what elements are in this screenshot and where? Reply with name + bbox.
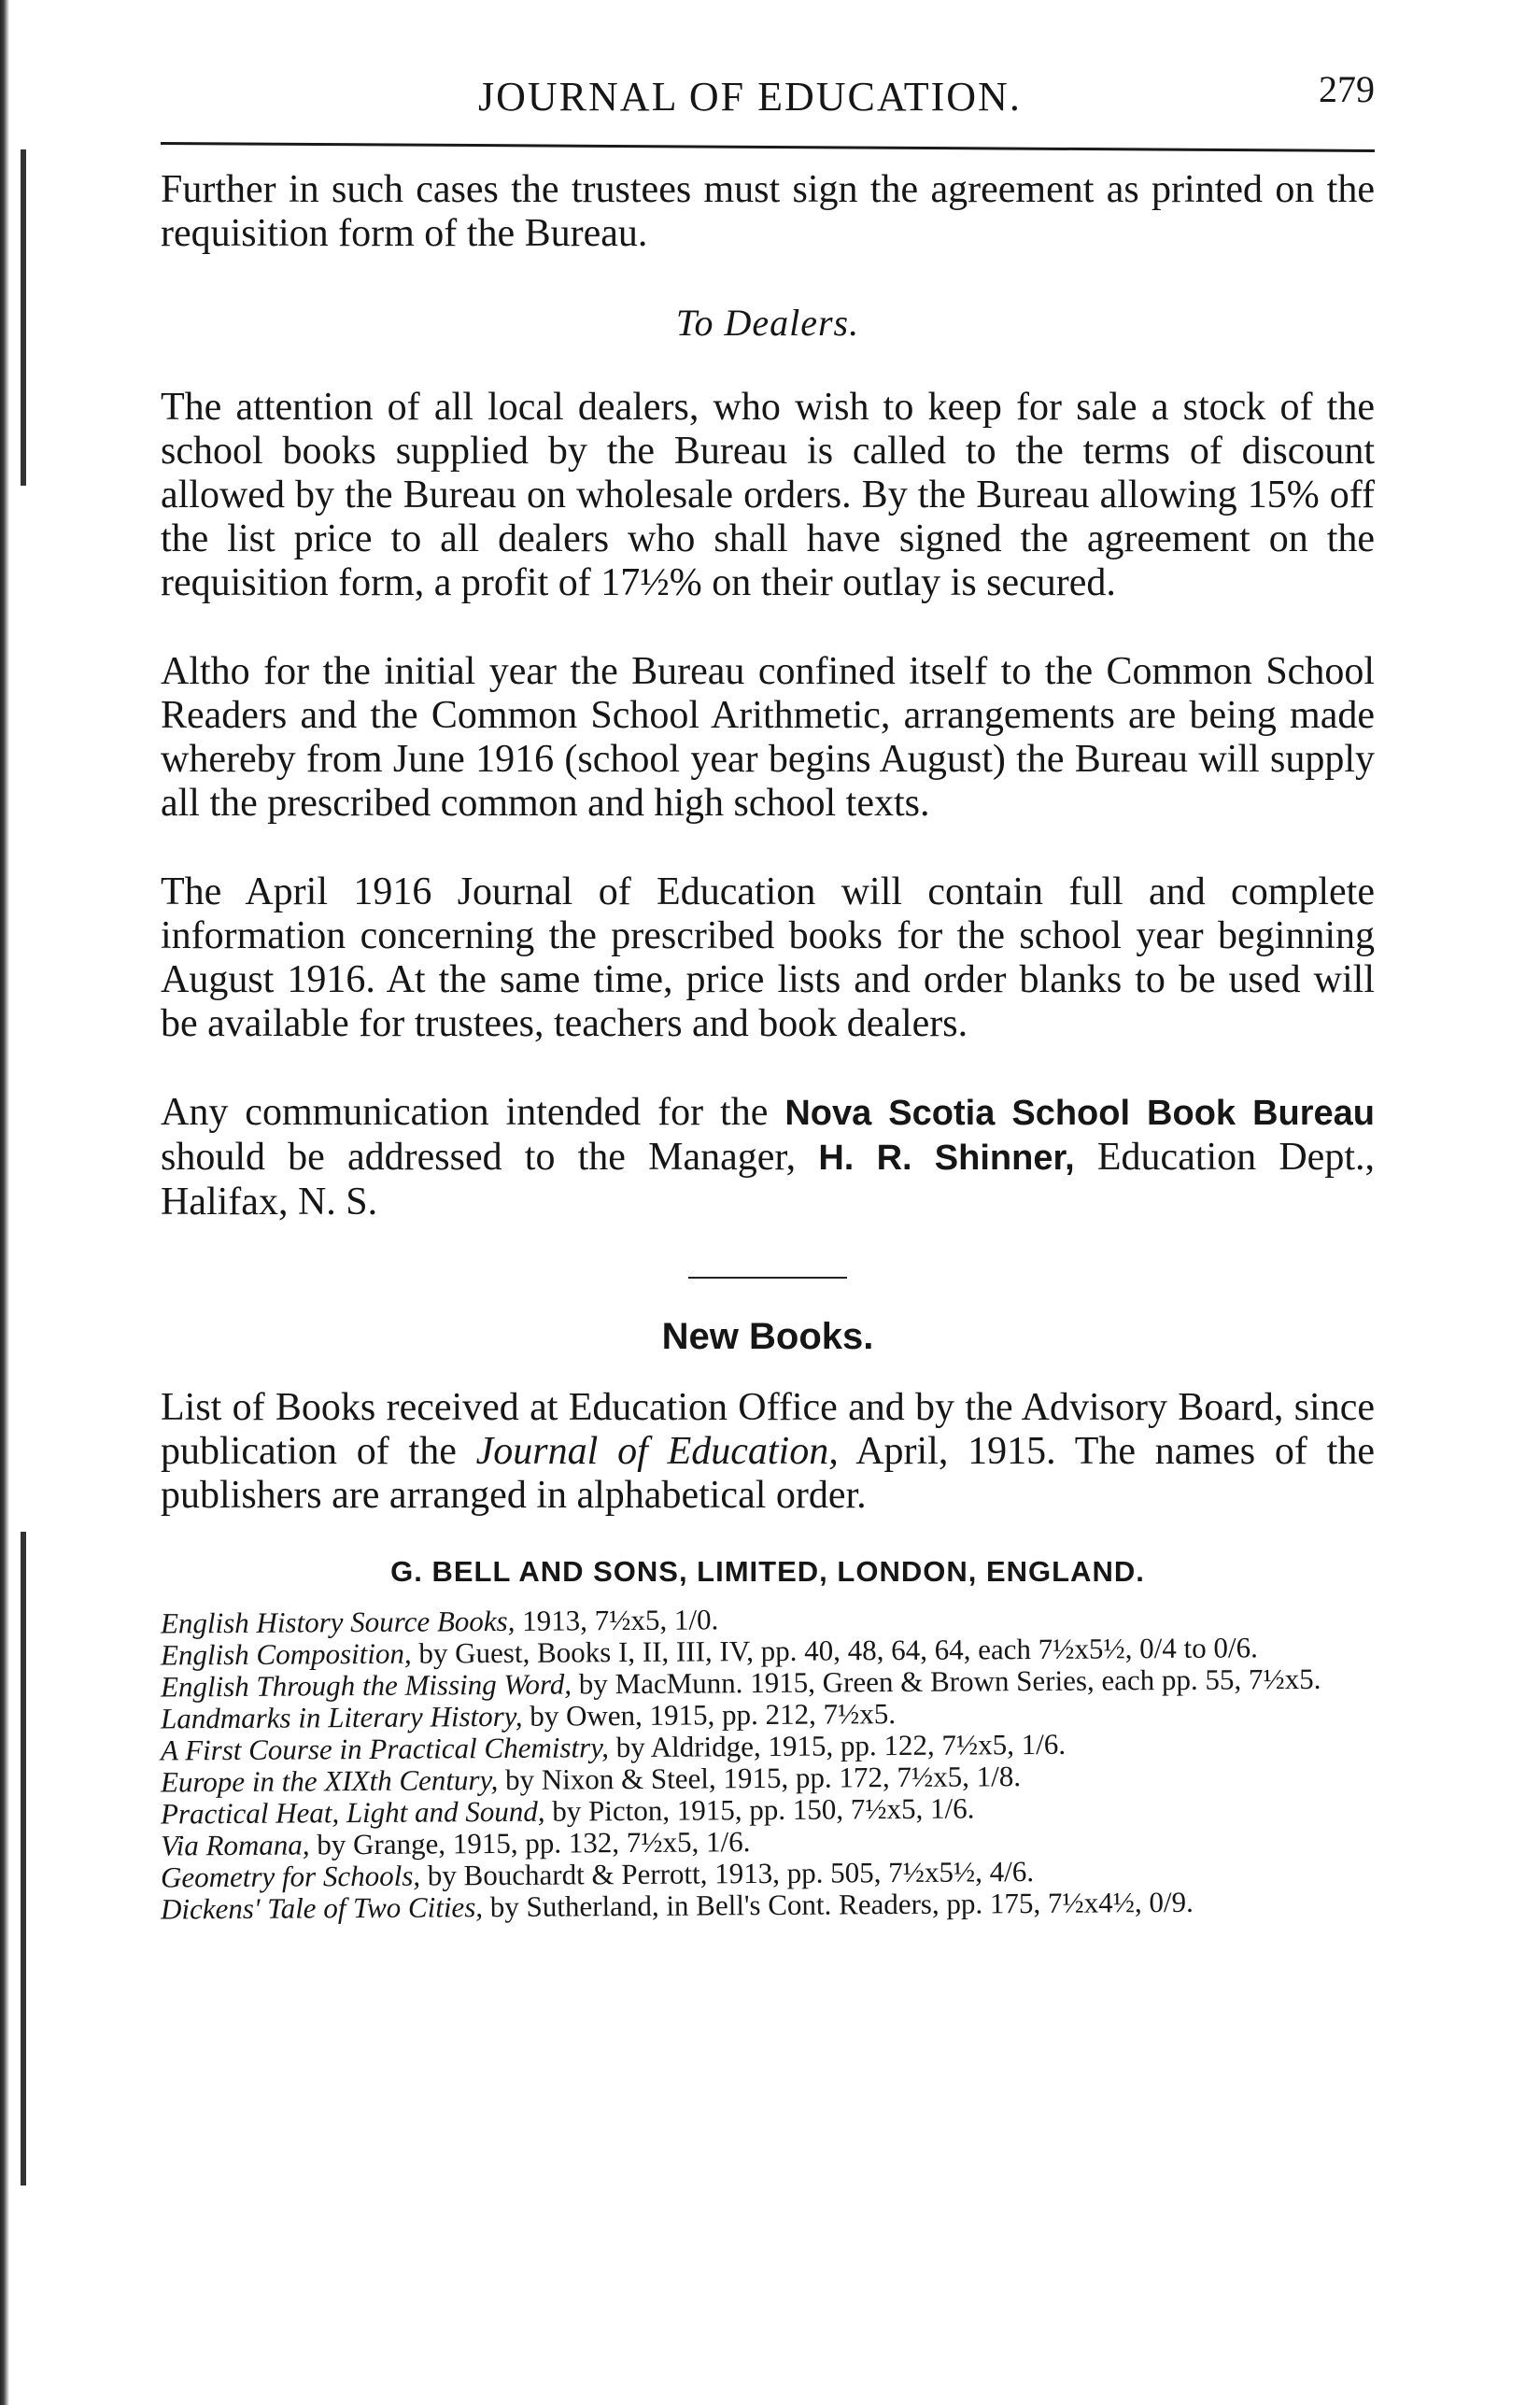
page-binding-shadow <box>0 0 9 2405</box>
address-text: Education Dept., Halifax, N. S. <box>161 1136 1375 1224</box>
paragraph-april-journal: The April 1916 Journal of Education will contain full and complete information concerning the prescribed books for the school year beginning August 1916. At the same time, price lists and order blanks to be used will be available for trustees, teachers and book dealers. <box>161 870 1375 1045</box>
book-details: by Picton, 1915, pp. 150, 7½x5, 1/6. <box>544 1791 975 1828</box>
book-title: Landmarks in Literary History, <box>160 1699 523 1735</box>
page-edge-mark <box>21 1532 26 2186</box>
book-title: Via Romana, <box>160 1828 310 1862</box>
book-title: English Composition, <box>160 1636 412 1672</box>
intro-text: April, 1915. The names of the publishers are arranged in alphabetical order. <box>161 1430 1375 1517</box>
paragraph-communication <box>161 1091 1375 1224</box>
book-title: Geometry for Schools, <box>160 1859 421 1894</box>
book-details: by Grange, 1915, pp. 132, 7½x5, 1/6. <box>309 1825 751 1861</box>
intro-text: List of Books received at Education Office and by the Advisory Board, since publication of the <box>161 1386 1375 1473</box>
paragraph-texts-supply: Altho for the initial year the Bureau confined itself to the Common School Readers and the Common School Arithmetic, arrangements are being made whereby from June 1916 (school year begins August) the Bureau will supply all the prescribed common and high school texts. <box>161 650 1375 825</box>
book-title: Practical Heat, Light and Sound, <box>160 1794 545 1831</box>
communication-text: should be addressed to the Manager, <box>161 1136 819 1179</box>
book-list <box>160 1603 1375 1926</box>
manager-name: H. R. Shinner, <box>818 1139 1075 1178</box>
new-books-title: New Books. <box>661 1316 874 1357</box>
journal-name: Journal of Education, <box>475 1430 839 1473</box>
paragraph-dealers-discount: The attention of all local dealers, who wish to keep for sale a stock of the school books supplied by the Bureau is called to the terms of discount allowed by the Bureau on wholesale orders. By the Bureau allowing 15% off the list price to all dealers who shall have signed the agreement on the requisition form, a profit of 17½% on their outlay is secured. <box>161 386 1375 604</box>
page-body <box>160 168 1375 1926</box>
header-rule <box>161 142 1375 152</box>
paragraph-trustees: Further in such cases the trustees must sign the agreement as printed on the requisition form of the Bureau. <box>161 168 1375 255</box>
book-entry <box>161 1885 1375 1925</box>
subhead-to-dealers: To Dealers. <box>675 302 860 344</box>
book-title: English Through the Missing Word, <box>160 1667 572 1704</box>
book-title: Dickens' Tale of Two Cities, <box>160 1890 484 1926</box>
book-details: by Bouchardt & Perrott, 1913, pp. 505, 7½x5½, 4/6. <box>419 1855 1035 1892</box>
page-number: 279 <box>1319 68 1375 110</box>
page-edge-mark <box>21 149 26 486</box>
book-title: A First Course in Practical Chemistry, <box>160 1731 610 1767</box>
journal-page <box>160 65 1375 1926</box>
book-details: by Nixon & Steel, 1915, pp. 172, 7½x5, 1/8. <box>498 1760 1022 1797</box>
book-details: 1913, 7½x5, 1/0. <box>515 1603 719 1637</box>
book-details: by Guest, Books I, II, III, IV, pp. 40, 48, 64, 64, each 7½x5½, 0/4 to 0/6. <box>411 1631 1258 1670</box>
book-details: by Sutherland, in Bell's Cont. Readers, pp. 175, 7½x4½, 0/9. <box>482 1885 1194 1924</box>
book-details: by Aldridge, 1915, pp. 122, 7½x5, 1/6. <box>608 1727 1067 1764</box>
book-title: English History Source Books, <box>160 1604 516 1640</box>
communication-text: Any communication intended for the <box>161 1091 785 1134</box>
bureau-name: Nova Scotia School Book Bureau <box>784 1094 1375 1133</box>
section-divider <box>688 1277 847 1279</box>
page-header <box>161 65 1375 140</box>
new-books-intro <box>161 1386 1375 1518</box>
publisher-heading: G. BELL AND SONS, LIMITED, LONDON, ENGLAND. <box>390 1555 1145 1588</box>
book-title: Europe in the XIXth Century, <box>160 1763 499 1799</box>
book-details: by MacMunn. 1915, Green & Brown Series, each pp. 55, 7½x5. <box>571 1662 1321 1701</box>
book-details: by Owen, 1915, pp. 212, 7½x5. <box>522 1697 897 1733</box>
running-title: JOURNAL OF EDUCATION. <box>478 74 1022 120</box>
